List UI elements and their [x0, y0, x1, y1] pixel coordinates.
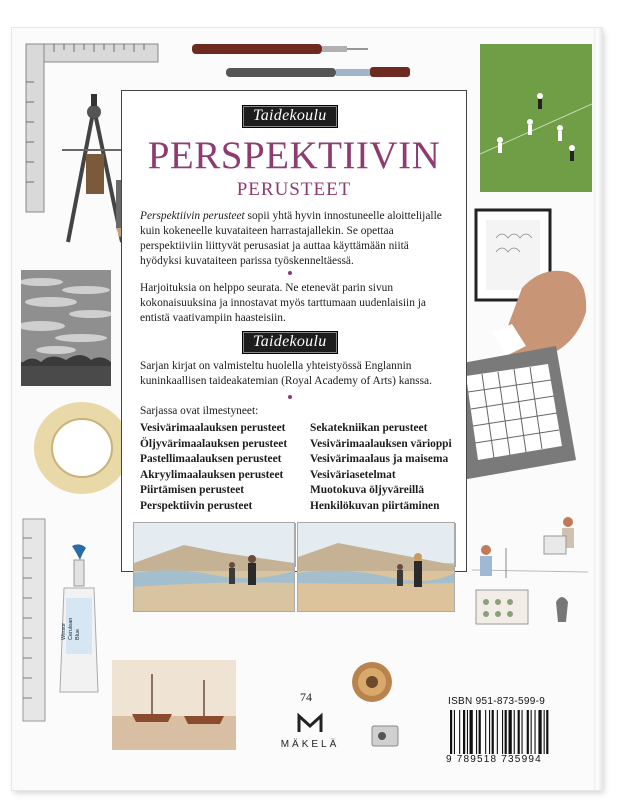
barcode-bar — [485, 710, 486, 754]
football-photo — [480, 44, 592, 192]
figure-sketches-image — [472, 510, 588, 680]
publisher-mark-icon — [297, 712, 323, 734]
list-item: Henkilökuvan piirtäminen — [310, 499, 440, 512]
barcode-bar — [454, 710, 455, 754]
barcode-bar — [522, 710, 523, 754]
boats-painting — [112, 660, 236, 750]
barcode-bar — [527, 710, 529, 754]
barcode-bar — [509, 710, 512, 754]
barcode-bar — [531, 710, 532, 754]
barcode-bar — [538, 710, 541, 754]
barcode-bar — [546, 710, 548, 754]
publisher-logo — [270, 712, 350, 750]
barcode-bar — [463, 710, 465, 754]
barcode-bar — [470, 710, 473, 754]
series-paragraph — [140, 359, 454, 389]
barcode-bar — [502, 710, 503, 754]
series-list-right — [310, 421, 452, 514]
para1-line2: kuin kokeneelle kuvataiteen harrastajallekin. Se opettaa — [140, 225, 394, 237]
barcode-number: 9 789518 735994 — [446, 754, 542, 765]
barcode-bar — [492, 710, 494, 754]
barcode-bar — [514, 710, 515, 754]
paint-tube-image — [58, 542, 102, 702]
series-list-heading: Sarjassa ovat ilmestyneet: — [140, 405, 259, 417]
beach-painting-left-full — [133, 522, 295, 612]
pens-image — [190, 40, 420, 85]
para2-line3: entistä vaativampiin haasteisiin. — [140, 312, 286, 324]
cover-edge — [594, 28, 602, 790]
book-subtitle: PERUSTEET — [236, 179, 352, 200]
list-item: Vesivärimaalauksen värioppi — [310, 437, 452, 450]
page-count: 74 — [300, 690, 312, 704]
title-in-text: Perspektiivin perusteet — [140, 210, 245, 222]
barcode-image — [450, 710, 576, 754]
para1-line1: sopii yhtä hyvin innostuneelle aloittelijalle — [244, 210, 442, 222]
publisher-name: MÄKELÄ — [280, 739, 340, 750]
scale-ruler-image — [22, 518, 48, 724]
list-item: Pastellimaalauksen perusteet — [140, 453, 282, 465]
list-item: Sekatekniikan perusteet — [310, 422, 428, 434]
series-tag-middle: Taidekoulu — [242, 331, 338, 354]
separator-dot — [288, 395, 292, 399]
para2-line2: kokonaisuuksina ja innostavat myös tarttumaan uudenlaisiin ja — [140, 297, 426, 309]
para2-line1: Harjoituksia on helppo seurata. Ne etenevät parin sivun — [140, 282, 394, 294]
isbn-text: ISBN 951-873-599-9 — [448, 696, 546, 707]
para1-line3: perspektiiviin liittyvät perusasiat ja auttaa käyttämään niitä — [140, 240, 409, 252]
barcode-bar — [459, 710, 460, 754]
barcode-bar — [476, 710, 477, 754]
masking-tape-image — [20, 398, 132, 498]
tube-label-color: Cerulean — [68, 617, 74, 640]
clouds-photo — [21, 270, 111, 386]
beach-painting-right-full — [297, 522, 455, 612]
exercise-paragraph — [140, 281, 454, 326]
list-item: Vesivärimaalauksen perusteet — [140, 422, 286, 434]
series-list-left — [140, 421, 287, 514]
back-cover-text-panel — [121, 90, 467, 572]
separator-dot — [288, 271, 292, 275]
list-item: Vesivärimaalaus ja maisema — [310, 453, 449, 465]
barcode-bar — [544, 710, 545, 754]
barcode-bar — [489, 710, 490, 754]
barcode-bar — [467, 710, 468, 754]
book-title: PERSPEKTIIVIN — [147, 134, 441, 177]
sharpener-image — [368, 720, 404, 752]
list-item: Perspektiivin perusteet — [140, 499, 253, 512]
list-item: Piirtämisen perusteet — [140, 484, 245, 496]
tube-label-color2: Blue — [75, 628, 81, 640]
list-item: Öljyvärimaalauksen perusteet — [140, 437, 288, 450]
tube-label-brand: Winsor — [61, 622, 67, 640]
para3-line1: Sarjan kirjat on valmisteltu huolella yhteistyössä Englannin — [140, 360, 412, 372]
series-tag-top: Taidekoulu — [242, 105, 338, 128]
barcode-bar — [505, 710, 507, 754]
barcode-bar — [518, 710, 520, 754]
barcode-bar — [450, 710, 452, 754]
description-paragraph — [140, 209, 454, 269]
list-item: Muotokuva öljyväreillä — [310, 484, 425, 496]
para3-line2: kuninkaallisen taideakatemian (Royal Academy of Arts) kanssa. — [140, 375, 432, 387]
list-item: Vesiväriasetelmat — [310, 468, 396, 481]
barcode-bar — [535, 710, 536, 754]
barcode-bar — [497, 710, 498, 754]
pencil-shavings-image — [350, 660, 394, 704]
list-item: Akryylimaalauksen perusteet — [140, 468, 284, 481]
para1-line4: hyödyksi kuvataiteen parissa työskenneltäessä. — [140, 255, 354, 267]
barcode-bar — [479, 710, 481, 754]
